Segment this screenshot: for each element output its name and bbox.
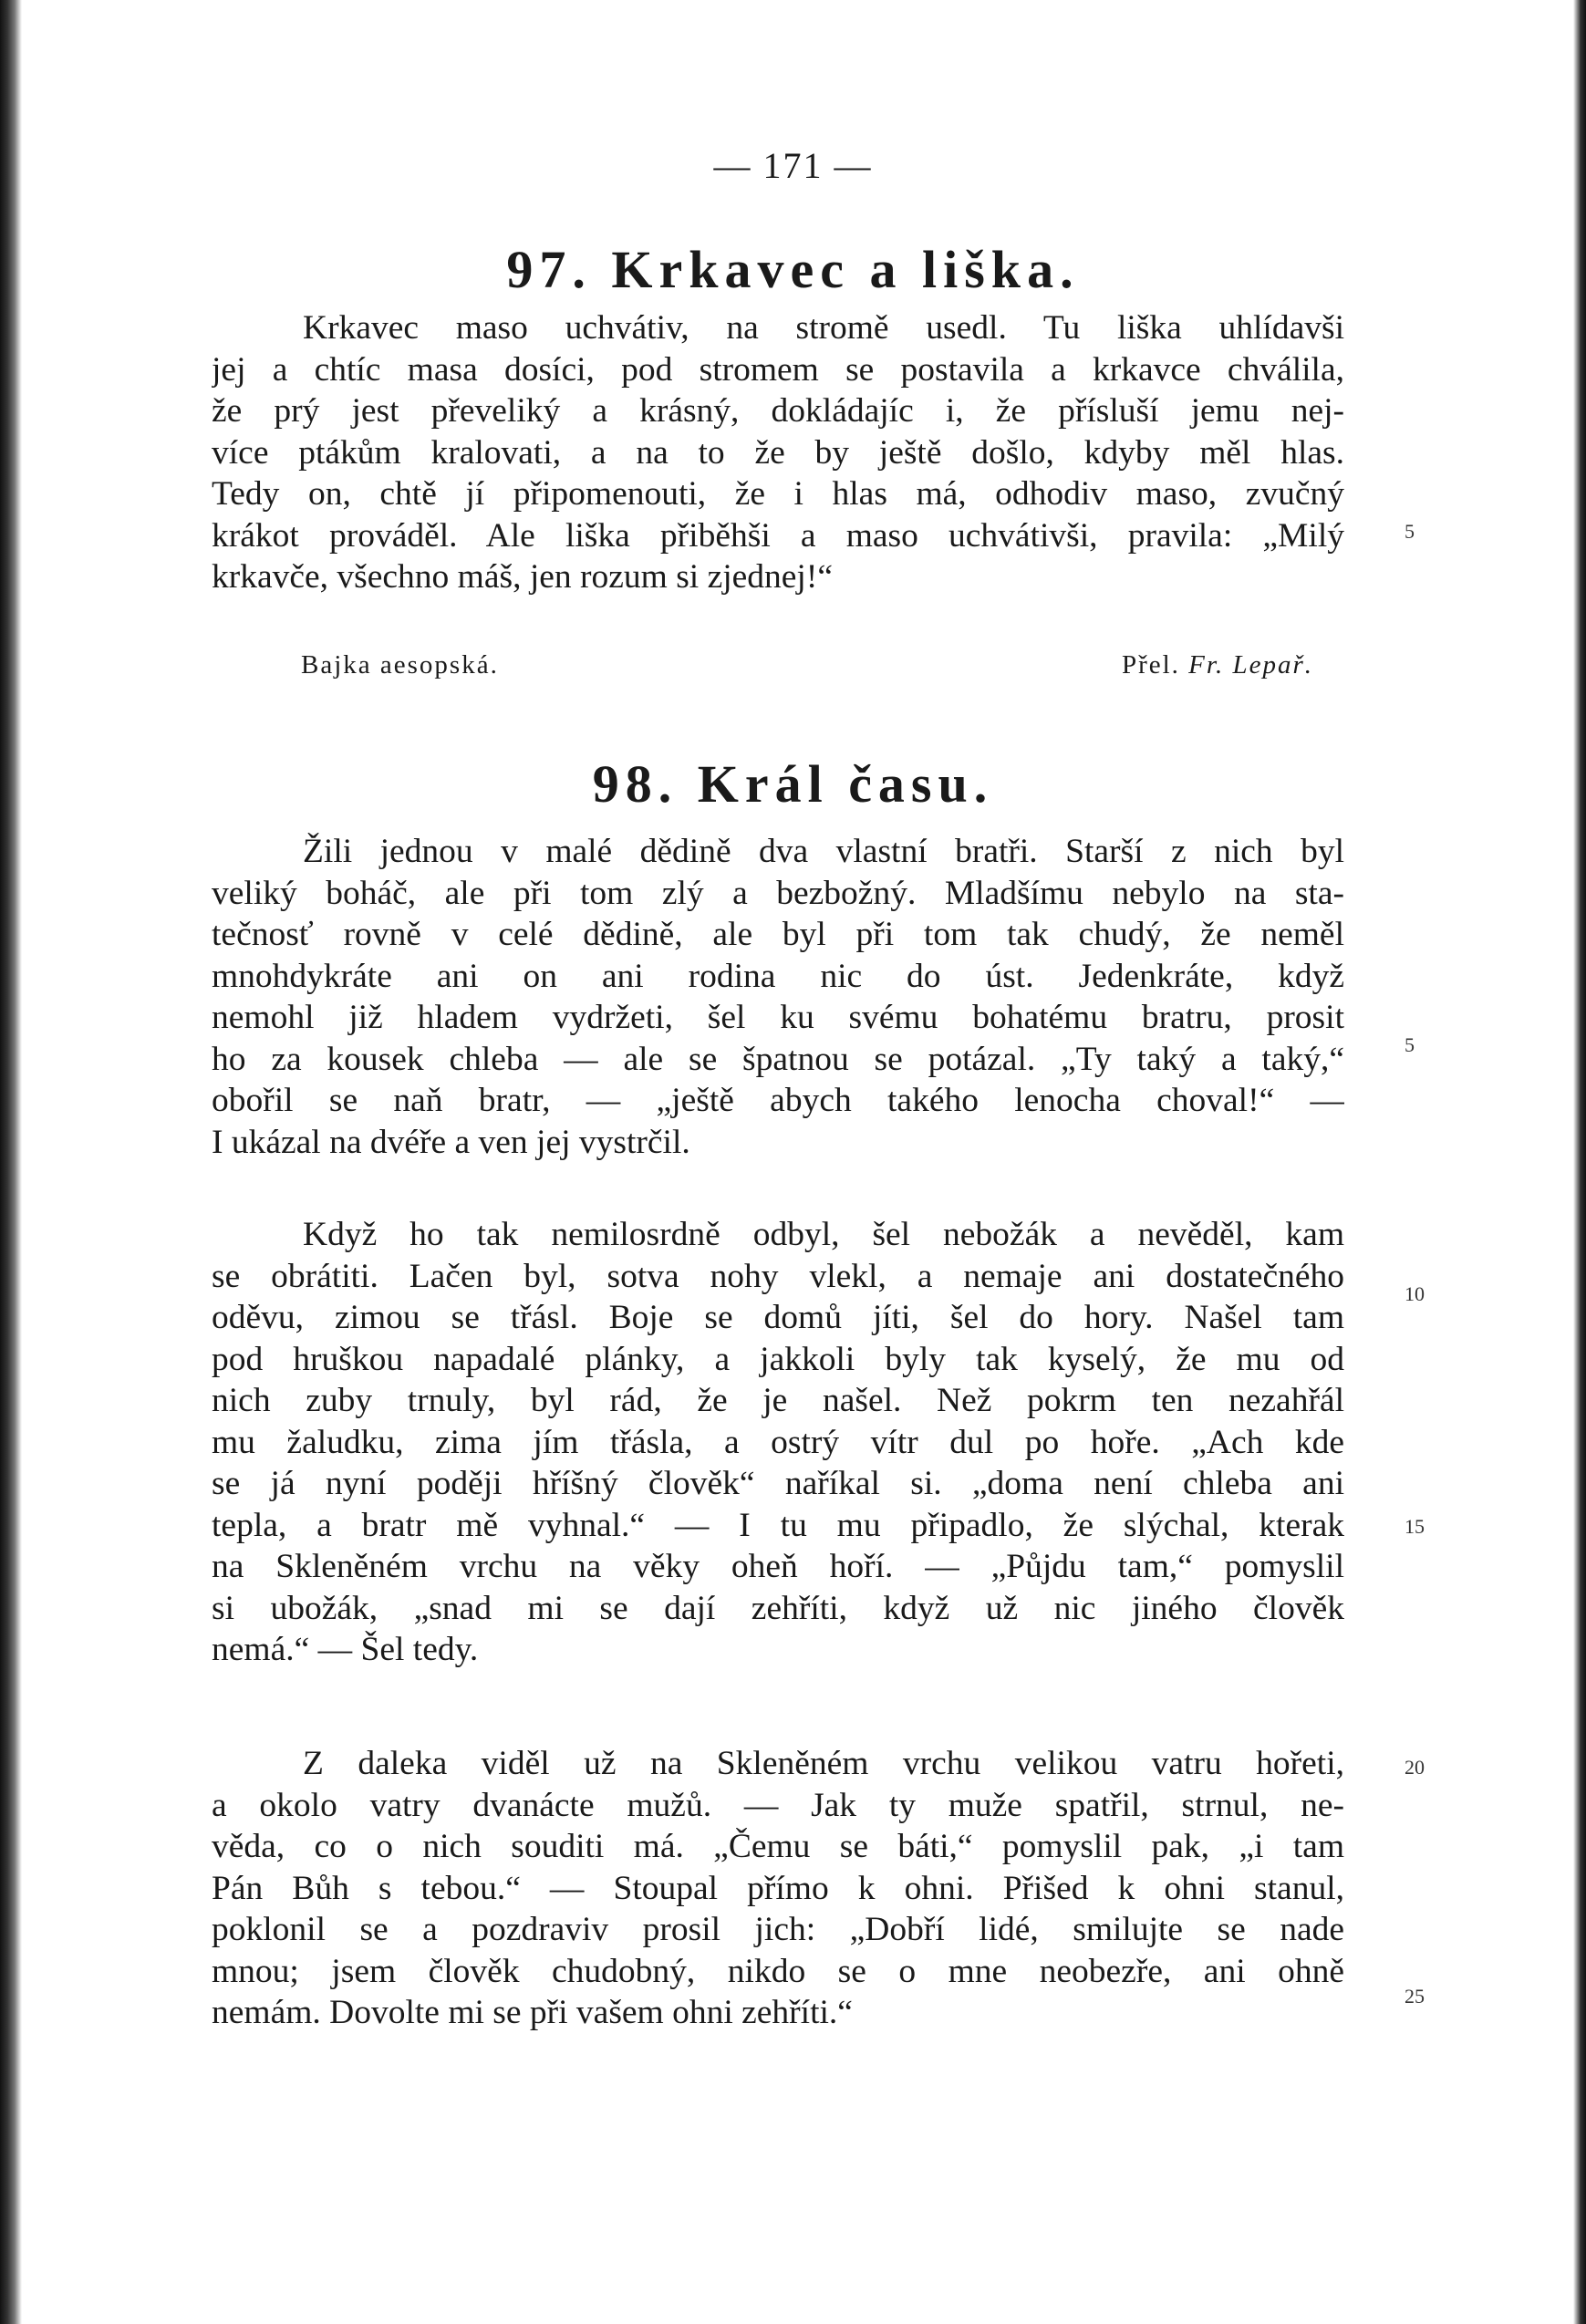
text-line: nemohl již hladem vydržeti, šel ku svému bohatému bratru, prosit <box>212 999 1344 1036</box>
page-right-edge-shadow <box>1573 0 1586 2324</box>
text-line: obořil se naň bratr, — „ještě abych takého lenocha choval!“ — <box>212 1082 1344 1119</box>
fable-97-translator <box>1122 650 1313 680</box>
story-98-paragraph-1 <box>212 831 1344 1163</box>
text-line: mu žaludku, zima jím třásla, a ostrý vítr dul po hoře. „Ach kde <box>212 1423 1344 1461</box>
text-line: že prý jest převeliký a krásný, dokládajíc i, že přísluší jemu nej- <box>212 392 1344 430</box>
line-number-margin: 25 <box>1405 1985 1425 2008</box>
story-98-paragraph-3 <box>212 1743 1344 2034</box>
text-line: Žili jednou v malé dědině dva vlastní bratři. Starší z nich byl <box>303 833 1344 870</box>
text-line: Tedy on, chtě jí připomenouti, že i hlas má, odhodiv maso, zvučný <box>212 475 1344 513</box>
text-line: Pán Bůh s tebou.“ — Stoupal přímo k ohni. Přišed k ohni stanul, <box>212 1869 1344 1907</box>
line-number-margin: 5 <box>1405 520 1415 543</box>
text-line: si ubožák, „snad mi se dají zehříti, když už nic jiného člověk <box>212 1589 1344 1627</box>
text-line: oděvu, zimou se třásl. Boje se domů jíti, šel do hory. Našel tam <box>212 1299 1344 1336</box>
page-left-edge-shadow <box>0 0 22 2324</box>
text-line: Když ho tak nemilosrdně odbyl, šel nebožák a nevěděl, kam <box>303 1216 1344 1253</box>
text-line: tepla, a bratr mě vyhnal.“ — I tu mu připadlo, že slýchal, kterak <box>212 1506 1344 1544</box>
text-line: jej a chtíc masa dosíci, pod stromem se postavila a krkavce chválila, <box>212 350 1344 389</box>
text-line: ho za kousek chleba — ale se špatnou se potázal. „Ty taký a taký,“ <box>212 1040 1344 1078</box>
text-line: nemá.“ — Šel tedy. <box>212 1631 479 1668</box>
line-number-margin: 20 <box>1405 1756 1425 1779</box>
text-line: pod hruškou napadalé plánky, a jakkoli byly tak kyselý, že mu od <box>212 1340 1344 1378</box>
text-line: krkavče, všechno máš, jen rozum si zjednej!“ <box>212 558 833 596</box>
text-line: mnou; jsem člověk chudobný, nikdo se o mne neobezře, ani ohně <box>212 1952 1344 1990</box>
fable-97-source: Bajka aesopská. <box>301 650 499 680</box>
text-line: se obrátiti. Lačen byl, sotva nohy vlekl, a nemaje ani dostatečného <box>212 1257 1344 1295</box>
story-98-paragraph-2 <box>212 1214 1344 1671</box>
text-line: a okolo vatry dvanácte mužů. — Jak ty muže spatřil, strnul, ne- <box>212 1786 1344 1824</box>
translator-prefix: Přel. <box>1121 650 1180 680</box>
line-number-margin: 10 <box>1405 1282 1425 1305</box>
text-line: více ptákům kralovati, a na to že by ještě došlo, kdyby měl hlas. <box>212 433 1344 472</box>
text-line: Krkavec maso uchvátiv, na stromě usedl. Tu liška uhlídavši <box>303 309 1344 347</box>
text-line: krákot prováděl. Ale liška přiběhši a maso uchvátivši, pravila: „Milý <box>212 516 1344 555</box>
line-number-margin: 15 <box>1405 1515 1425 1538</box>
text-line: mnohdykráte ani on ani rodina nic do úst. Jedenkráte, když <box>212 957 1344 995</box>
text-line: na Skleněném vrchu na věky oheň hoří. — „Půjdu tam,“ pomyslil <box>212 1548 1344 1585</box>
fable-97-title: 97. Krkavec a liška. <box>506 240 1080 299</box>
fable-97-text <box>212 307 1344 598</box>
text-line: nemám. Dovolte mi se při vašem ohni zehříti.“ <box>212 1994 853 2031</box>
translator-name: Fr. Lepař. <box>1188 650 1313 680</box>
text-line: Z daleka viděl už na Skleněném vrchu velikou vatru hořeti, <box>303 1745 1344 1782</box>
text-line: tečnosť rovně v celé dědině, ale byl při tom tak chudý, že neměl <box>212 916 1344 953</box>
line-number-margin: 5 <box>1405 1033 1415 1056</box>
text-line: I ukázal na dvéře a ven jej vystrčil. <box>212 1123 690 1161</box>
text-line: poklonil se a pozdraviv prosil jich: „Dobří lidé, smilujte se nade <box>212 1911 1344 1948</box>
story-98-title: 98. Král času. <box>592 754 994 814</box>
text-line: věda, co o nich souditi má. „Čemu se báti,“ pomyslil pak, „i tam <box>212 1828 1344 1865</box>
text-line: veliký boháč, ale při tom zlý a bezbožný. Mladšímu nebylo na sta- <box>212 874 1344 912</box>
page-number: — 171 — <box>713 145 873 186</box>
text-line: nich zuby trnuly, byl rád, že je našel. Než pokrm ten nezahřál <box>212 1382 1344 1419</box>
text-line: se já nyní poději hříšný člověk“ naříkal si. „doma není chleba ani <box>212 1465 1344 1502</box>
